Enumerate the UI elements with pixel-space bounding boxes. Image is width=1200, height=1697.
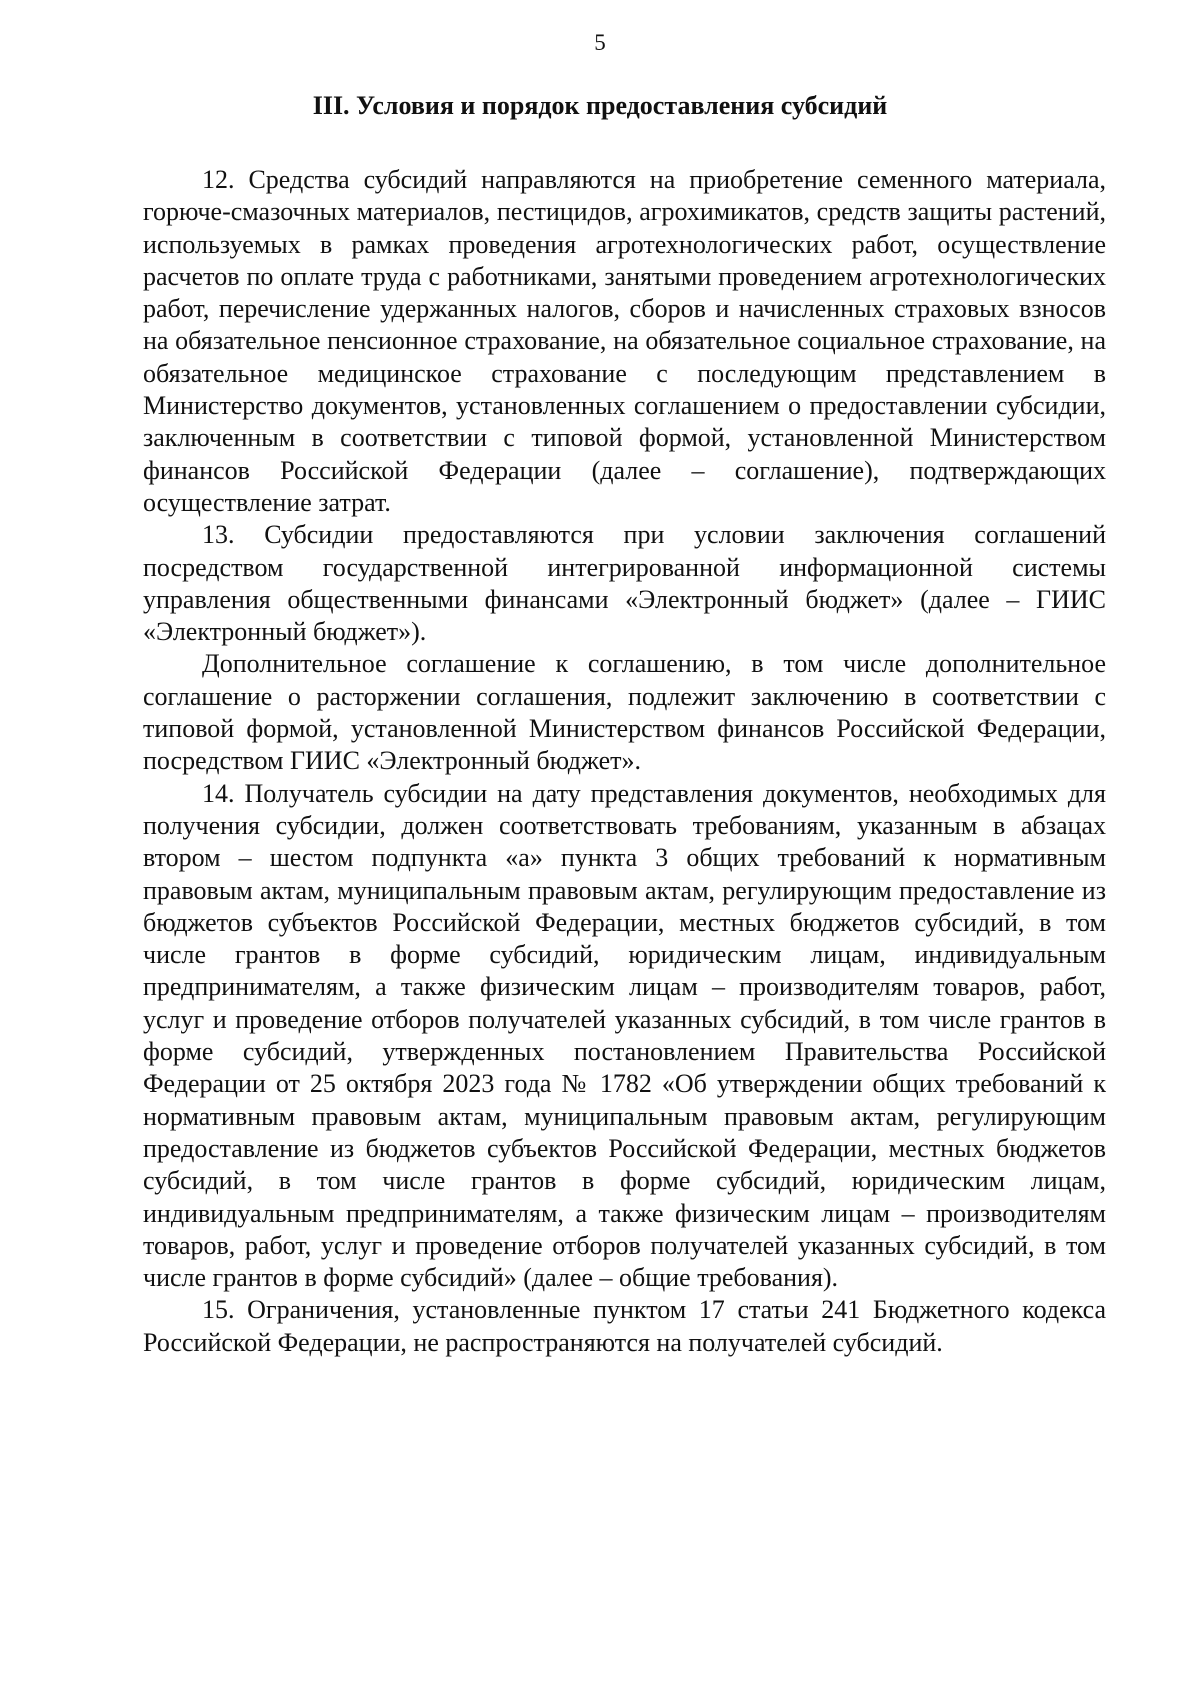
paragraph-14: 14. Получатель субсидии на дату представления документов, необходимых для получения субсидии, должен соответствовать требованиям, указанным в абзацах втором – шестом подпункта «а» пункта 3 общих требований к нормативным правовым актам, муниципальным правовым актам, регулирующим предоставление из бюджетов субъектов Российской Федерации, местных бюджетов субсидий, в том числе грантов в форме субсидий, юридическим лицам, индивидуальным предпринимателям, а также физическим лицам – производителям товаров, работ, услуг и проведение отборов получателей указанных субсидий, в том числе грантов в форме субсидий, утвержденных постановлением Правительства Российской Федерации от 25 октября 2023 года № 1782 «Об утверждении общих требований к нормативным правовым актам, муниципальным правовым актам, регулирующим предоставление из бюджетов субъектов Российской Федерации, местных бюджетов субсидий, в том числе грантов в форме субсидий, юридическим лицам, индивидуальным предпринимателям, а также физическим лицам – производителям товаров, работ, услуг и проведение отборов получателей указанных субсидий, в том числе грантов в форме субсидий» (далее – общие требования). [143, 778, 1106, 1293]
paragraph-12: 12. Средства субсидий направляются на приобретение семенного материала, горюче-смазочных материалов, пестицидов, агрохимикатов, средств защиты растений, используемых в рамках проведения агротехнологических работ, осуществление расчетов по оплате труда с работниками, занятыми проведением агротехнологических работ, перечисление удержанных налогов, сборов и начисленных страховых взносов на обязательное пенсионное страхование, на обязательное социальное страхование, на обязательное медицинское страхование с последующим представлением в Министерство документов, установленных соглашением о предоставлении субсидии, заключенным в соответствии с типовой формой, установленной Министерством финансов Российской Федерации (далее – соглашение), подтверждающих осуществление затрат. [143, 165, 1106, 517]
page-number: 5 [594, 30, 606, 55]
paragraph-13-supplementary: Дополнительное соглашение к соглашению, в том числе дополнительное соглашение о расторжении соглашения, подлежит заключению в соответствии с типовой формой, установленной Министерством финансов Российской Федерации, посредством ГИИС «Электронный бюджет». [143, 649, 1106, 776]
section-title: III. Условия и порядок предоставления субсидий [312, 91, 888, 120]
document-body [143, 164, 1106, 1359]
paragraph-13: 13. Субсидии предоставляются при условии заключения соглашений посредством государственной интегрированной информационной системы управления общественными финансами «Электронный бюджет» (далее – ГИИС «Электронный бюджет»). [143, 520, 1106, 647]
paragraph-15: 15. Ограничения, установленные пунктом 17 статьи 241 Бюджетного кодекса Российской Федерации, не распространяются на получателей субсидий. [143, 1295, 1106, 1357]
